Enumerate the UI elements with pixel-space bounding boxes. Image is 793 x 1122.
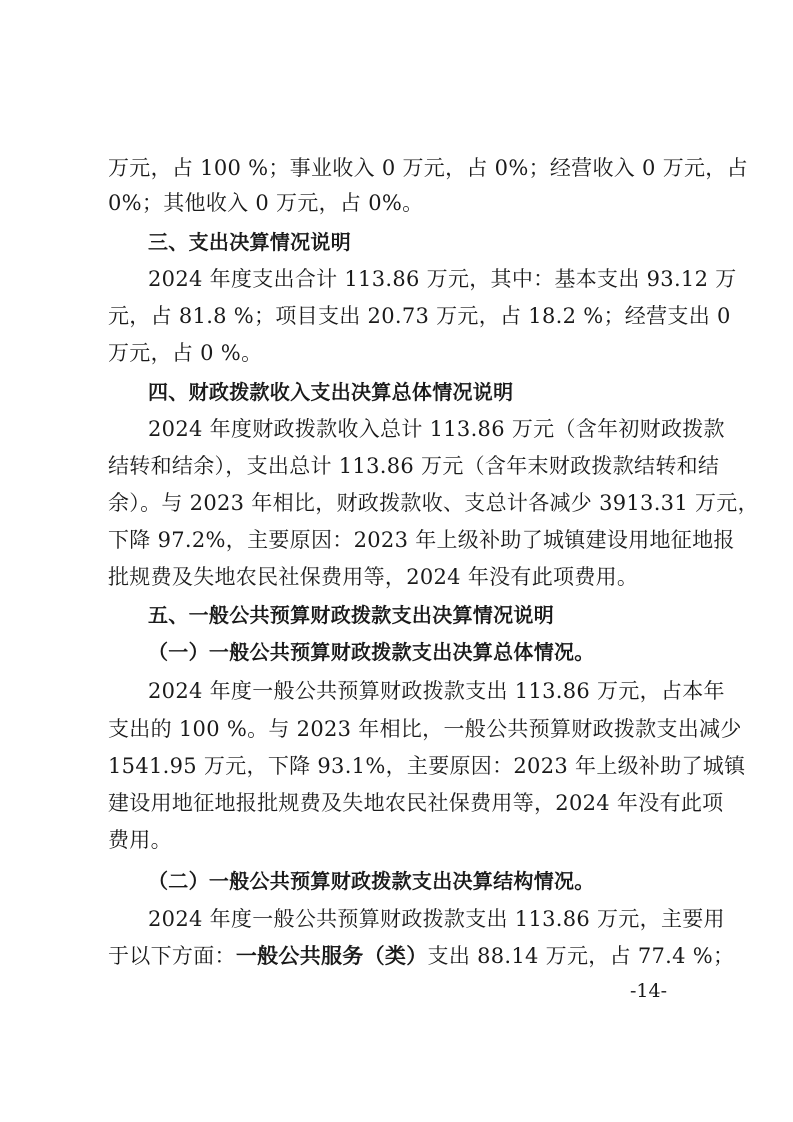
paragraph-line: 费用。	[108, 828, 172, 852]
paragraph-line: 元，占 81.8 %；项目支出 20.73 万元，占 18.2 %；经营支出 0	[108, 304, 731, 328]
category-emphasis: 一般公共服务（类）	[235, 944, 428, 968]
subsection-heading-structure: （二）一般公共预算财政拨款支出决算结构情况。	[148, 869, 595, 893]
paragraph-line: 下降 97.2%，主要原因：2023 年上级补助了城镇建设用地征地报	[108, 528, 735, 552]
paragraph-line: 批规费及失地农民社保费用等，2024 年没有此项费用。	[108, 565, 639, 589]
paragraph-line: 万元，占 100 %；事业收入 0 万元，占 0%；经营收入 0 万元，占	[108, 156, 748, 180]
paragraph-line: 1541.95 万元，下降 93.1%，主要原因：2023 年上级补助了城镇	[108, 754, 746, 778]
paragraph-line: 支出的 100 %。与 2023 年相比，一般公共预算财政拨款支出减少	[108, 717, 742, 741]
paragraph-line: 余）。与 2023 年相比，财政拨款收、支总计各减少 3913.31 万元，	[108, 491, 759, 515]
section-heading-fiscal-overall: 四、财政拨款收入支出决算总体情况说明	[148, 380, 514, 404]
paragraph-line: 万元，占 0 %。	[108, 341, 263, 365]
paragraph-line-last	[108, 941, 735, 971]
paragraph-line: 建设用地征地报批规费及失地农民社保费用等，2024 年没有此项	[108, 791, 724, 815]
line-suffix: 支出 88.14 万元，占 77.4 %；	[427, 944, 735, 968]
paragraph-line: 结转和结余），支出总计 113.86 万元（含年末财政拨款结转和结	[108, 454, 720, 478]
line-prefix: 于以下方面：	[108, 944, 236, 968]
paragraph-line: 2024 年度支出合计 113.86 万元，其中：基本支出 93.12 万	[148, 267, 737, 291]
paragraph-line: 2024 年度一般公共预算财政拨款支出 113.86 万元，占本年	[148, 679, 725, 703]
section-heading-general-budget: 五、一般公共预算财政拨款支出决算情况说明	[148, 603, 554, 627]
paragraph-line: 2024 年度一般公共预算财政拨款支出 113.86 万元，主要用	[148, 907, 725, 931]
paragraph-line: 0%；其他收入 0 万元，占 0%。	[108, 191, 424, 215]
paragraph-line: 2024 年度财政拨款收入总计 113.86 万元（含年初财政拨款	[148, 417, 725, 441]
section-heading-expenditure: 三、支出决算情况说明	[148, 230, 351, 254]
subsection-heading-overall: （一）一般公共预算财政拨款支出决算总体情况。	[148, 640, 595, 664]
page-number: -14-	[630, 980, 668, 1002]
